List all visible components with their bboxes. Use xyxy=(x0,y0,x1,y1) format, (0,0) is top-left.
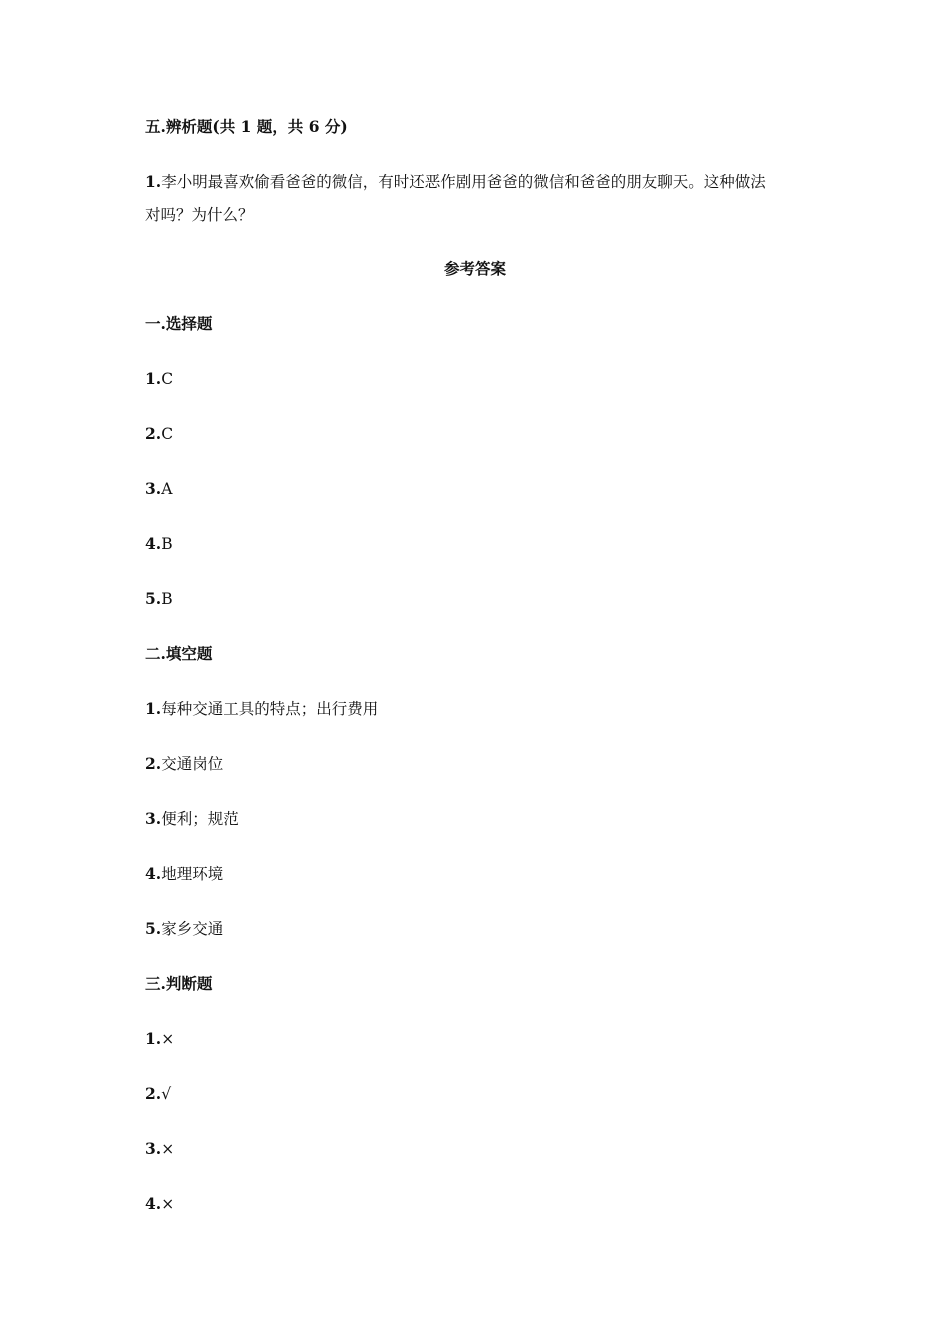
answer-text: 交通岗位 xyxy=(161,755,224,773)
answer-number: 4. xyxy=(145,534,162,553)
answer-text: 家乡交通 xyxy=(161,920,224,938)
answer-item xyxy=(145,369,173,389)
question-text-line-1: 李小明最喜欢偷看爸爸的微信，有时还恶作剧用爸爸的微信和爸爸的朋友聊天。这种做法 xyxy=(161,173,766,191)
answer-number: 4. xyxy=(145,864,162,883)
question-text-line-2: 对吗？为什么？ xyxy=(145,206,254,224)
answer-text: × xyxy=(161,1195,175,1213)
answer-item xyxy=(145,809,239,829)
answer-item xyxy=(145,1084,171,1104)
answer-text: C xyxy=(161,425,174,443)
answer-number: 3. xyxy=(145,809,162,828)
answer-text: 便利；规范 xyxy=(161,810,239,828)
answer-item xyxy=(145,1139,174,1159)
answer-item xyxy=(145,534,173,554)
answer-text: B xyxy=(161,590,173,608)
answer-number: 3. xyxy=(145,1139,162,1158)
answer-text: B xyxy=(161,535,173,553)
answer-text: 每种交通工具的特点；出行费用 xyxy=(161,700,379,718)
answer-number: 1. xyxy=(145,699,162,718)
answer-number: 4. xyxy=(145,1194,162,1213)
answer-item xyxy=(145,864,223,884)
answer-item xyxy=(145,699,378,719)
answer-text: C xyxy=(161,370,174,388)
answer-number: 2. xyxy=(145,424,162,443)
section-heading-analysis: 五.辨析题(共 1 题，共 6 分) xyxy=(145,117,348,136)
answer-text: × xyxy=(161,1030,175,1048)
answer-text: A xyxy=(161,480,173,498)
answer-key-title: 参考答案 xyxy=(443,259,506,278)
answer-item xyxy=(145,424,173,444)
section-heading-choice: 一.选择题 xyxy=(145,314,213,333)
answer-number: 1. xyxy=(145,369,162,388)
question-1 xyxy=(145,172,766,192)
answer-item xyxy=(145,1194,174,1214)
answer-number: 2. xyxy=(145,754,162,773)
answer-item xyxy=(145,479,172,499)
answer-item xyxy=(145,1029,174,1049)
answer-number: 1. xyxy=(145,1029,162,1048)
answer-item xyxy=(145,754,223,774)
answer-number: 2. xyxy=(145,1084,162,1103)
answer-number: 3. xyxy=(145,479,162,498)
section-heading-judge: 三.判断题 xyxy=(145,974,213,993)
answer-number: 5. xyxy=(145,589,162,608)
answer-text: 地理环境 xyxy=(161,865,224,883)
section-heading-fill: 二.填空题 xyxy=(145,644,213,663)
answer-number: 5. xyxy=(145,919,162,938)
answer-text: √ xyxy=(161,1085,172,1103)
question-number: 1. xyxy=(145,172,162,191)
answer-item xyxy=(145,589,173,609)
answer-text: × xyxy=(161,1140,175,1158)
answer-item xyxy=(145,919,223,939)
